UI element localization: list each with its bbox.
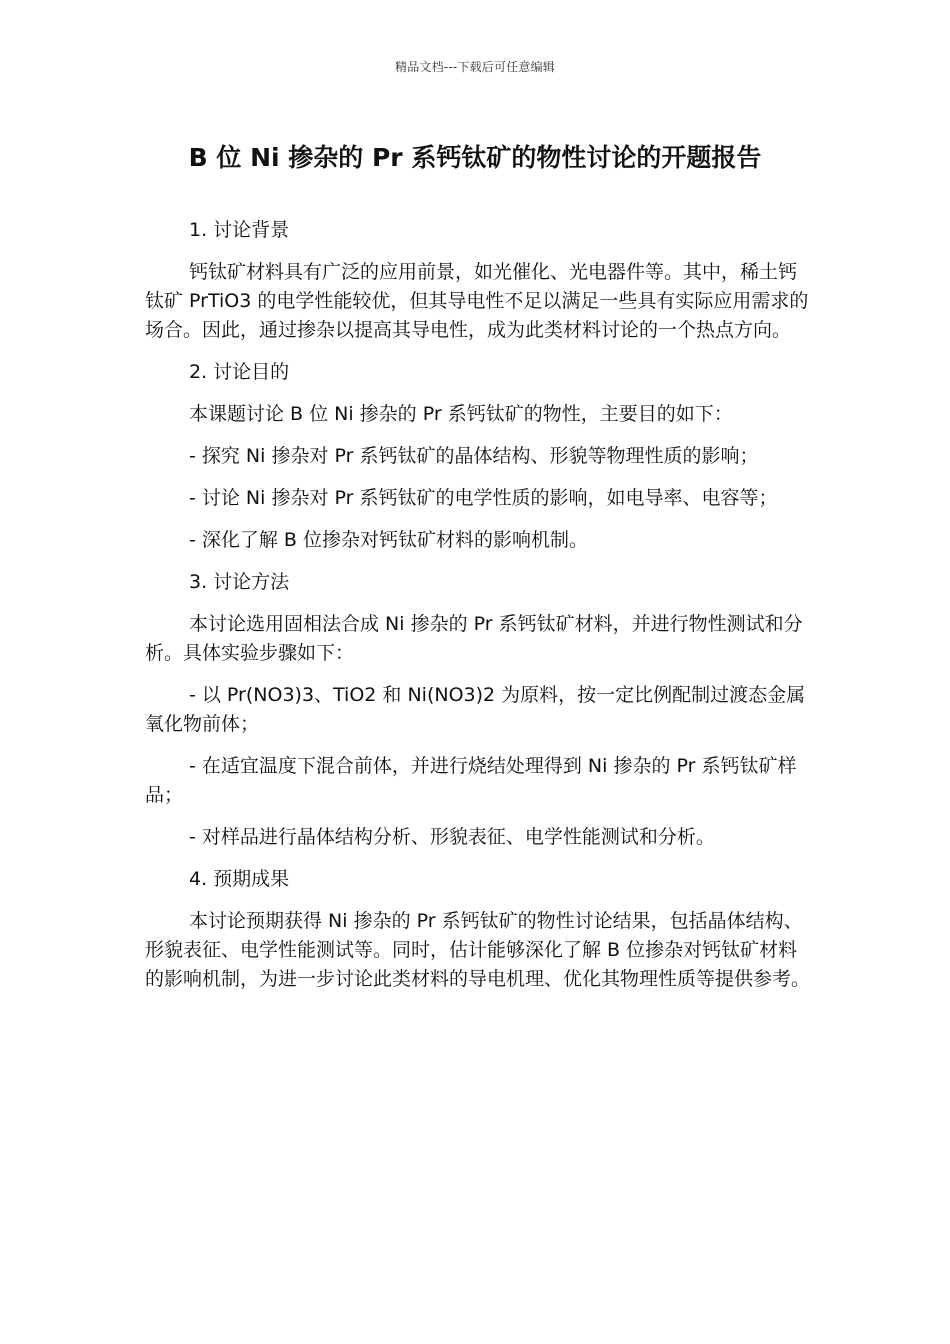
section-heading-expected-results: 4. 预期成果 xyxy=(189,868,290,890)
document-body xyxy=(145,216,815,1007)
list-item: - 以 Pr(NO3)3、TiO2 和 Ni(NO3)2 为原料，按一定比例配制过渡态金属氧化物前体； xyxy=(145,684,806,735)
paragraph: 本讨论选用固相法合成 Ni 掺杂的 Pr 系钙钛矿材料，并进行物性测试和分析。具体实验步骤如下： xyxy=(145,613,803,664)
list-item: - 在适宜温度下混合前体，并进行烧结处理得到 Ni 掺杂的 Pr 系钙钛矿样品； xyxy=(145,755,797,806)
list-item: - 探究 Ni 掺杂对 Pr 系钙钛矿的晶体结构、形貌等物理性质的影响； xyxy=(189,445,759,467)
section-heading-purpose: 2. 讨论目的 xyxy=(189,361,290,383)
list-item: - 讨论 Ni 掺杂对 Pr 系钙钛矿的电学性质的影响，如电导率、电容等； xyxy=(189,487,778,509)
paragraph: 钙钛矿材料具有广泛的应用前景，如光催化、光电器件等。其中，稀土钙钛矿 PrTiO3 的电学性能较优，但其导电性不足以满足一些具有实际应用需求的场合。因此，通过掺杂以提高其导电性，成为此类材料讨论的一个热点方向。 xyxy=(145,261,809,341)
section-heading-method: 3. 讨论方法 xyxy=(189,571,290,593)
paragraph: 本讨论预期获得 Ni 掺杂的 Pr 系钙钛矿的物性讨论结果，包括晶体结构、形貌表征、电学性能测试等。同时，估计能够深化了解 B 位掺杂对钙钛矿材料的影响机制，为进一步讨论此类材料的导电机理、优化其物理性质等提供参考。 xyxy=(145,910,811,990)
document-title: B 位 Ni 掺杂的 Pr 系钙钛矿的物性讨论的开题报告 xyxy=(188,143,762,172)
page-header: 精品文档---下载后可任意编辑 xyxy=(395,60,555,74)
list-item: - 对样品进行晶体结构分析、形貌表征、电学性能测试和分析。 xyxy=(189,826,715,848)
paragraph: 本课题讨论 B 位 Ni 掺杂的 Pr 系钙钛矿的物性，主要目的如下： xyxy=(189,403,733,425)
section-heading-background: 1. 讨论背景 xyxy=(189,219,290,241)
list-item: - 深化了解 B 位掺杂对钙钛矿材料的影响机制。 xyxy=(189,529,589,551)
